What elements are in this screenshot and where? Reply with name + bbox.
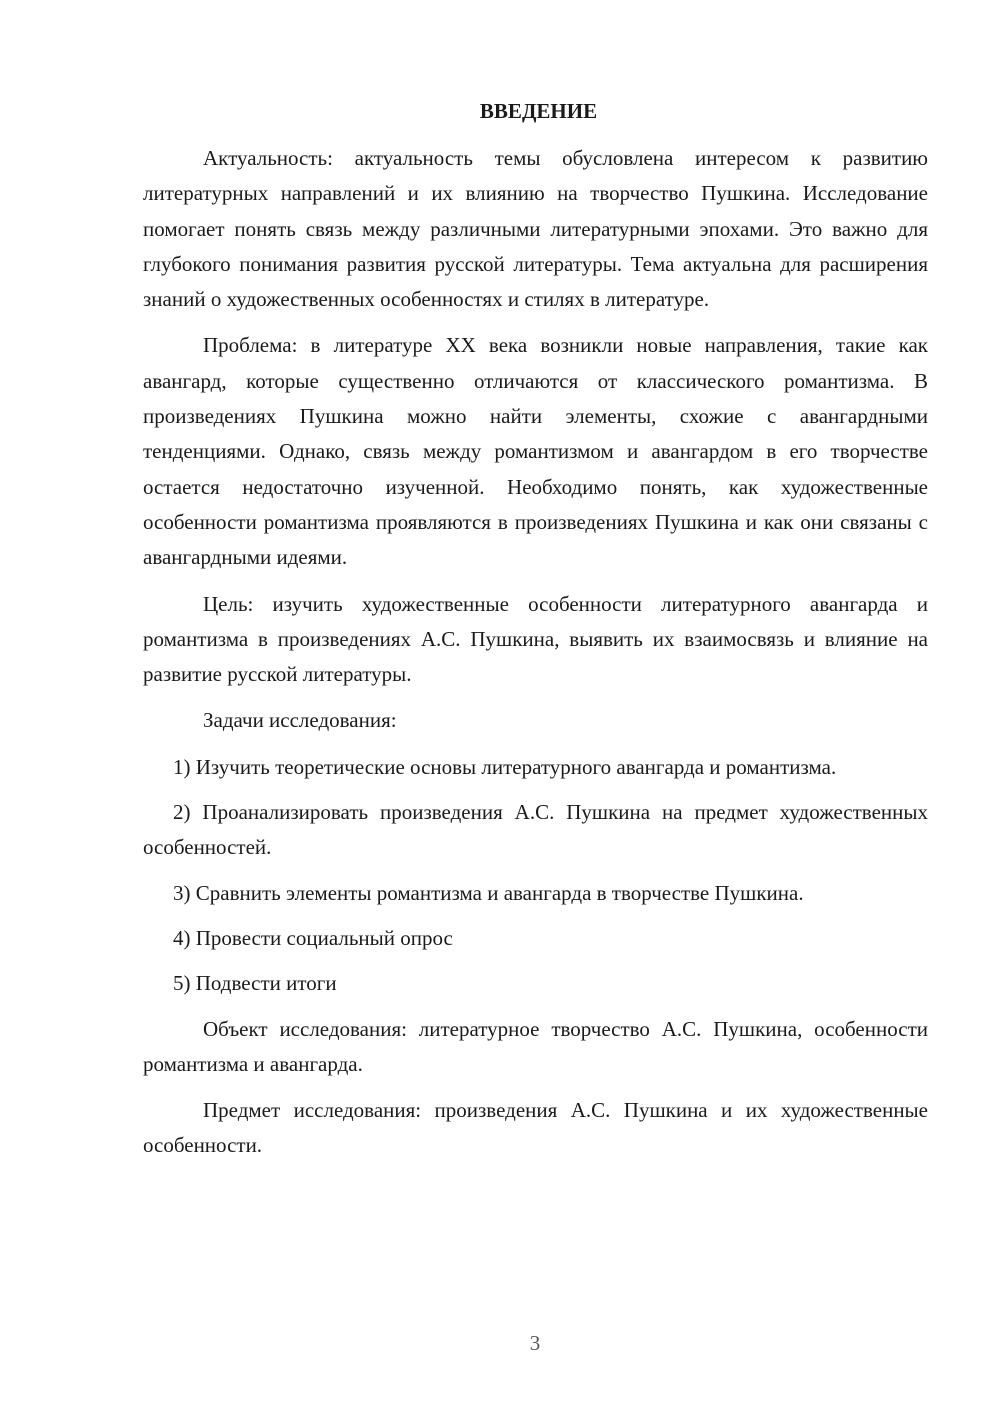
tasks-heading: Задачи исследования: (203, 708, 397, 733)
page-number: 3 (529, 1331, 541, 1355)
paragraph-relevance: Актуальность: актуальность темы обусловлена интересом к развитию литературных направлений и их влиянию на творчество Пушкина. Исследование помогает понять связь между различными литературными эпохами. Это важно для глубокого понимания развития русской литературы. Тема актуальна для расширения знаний о художественных особенностях и стилях в литературе. (143, 146, 928, 312)
task-item-5: 5) Подвести итоги (173, 971, 337, 996)
tasks-list (143, 750, 928, 1002)
task-item-4: 4) Провести социальный опрос (173, 925, 453, 950)
document-page (143, 94, 928, 1175)
paragraph-object: Объект исследования: литературное творчество А.С. Пушкина, особенности романтизма и авангарда. (143, 1016, 928, 1076)
paragraph-goal: Цель: изучить художественные особенности литературного авангарда и романтизма в произведениях А.С. Пушкина, выявить их взаимосвязь и влияние на развитие русской литературы. (143, 591, 928, 687)
task-item-2: 2) Проанализировать произведения А.С. Пушкина на предмет художественных особенностей. (143, 800, 928, 860)
task-item-1: 1) Изучить теоретические основы литературного авангарда и романтизма. (173, 754, 837, 779)
task-item-3: 3) Сравнить элементы романтизма и авангарда в творчестве Пушкина. (173, 880, 804, 905)
paragraph-subject: Предмет исследования: произведения А.С. Пушкина и их художественные особенности. (143, 1098, 928, 1158)
document-title: ВВЕДЕНИЕ (479, 99, 598, 123)
paragraph-problem: Проблема: в литературе XX века возникли новые направления, такие как авангард, которые существенно отличаются от классического романтизма. В произведениях Пушкина можно найти элементы, схожие с авангардными тенденциями. Однако, связь между романтизмом и авангардом в его творчестве остается недостаточно изученной. Необходимо понять, как художественные особенности романтизма проявляются в произведениях Пушкина и как они связаны с авангардными идеями. (143, 333, 928, 570)
